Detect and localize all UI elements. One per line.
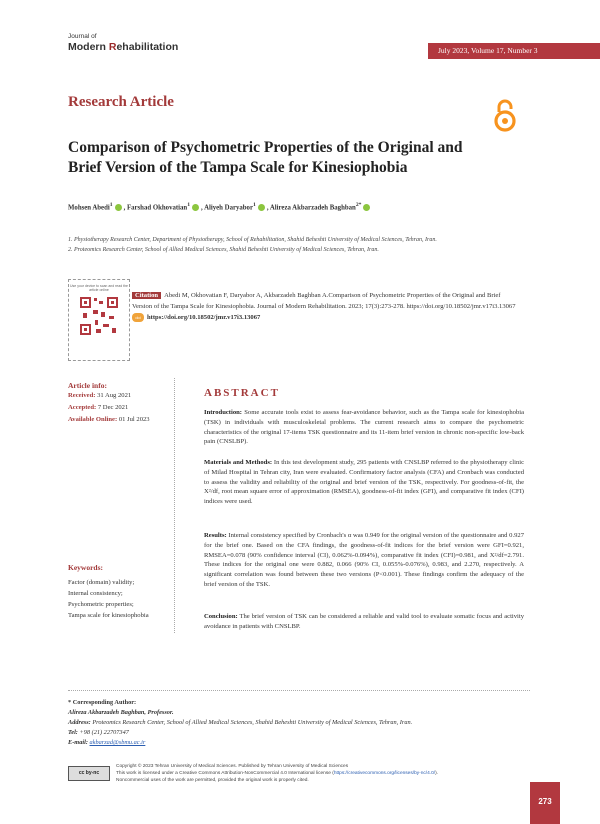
journal-name-accent: R [108, 41, 117, 53]
qr-code-box [68, 279, 130, 361]
page-number: 273 [530, 782, 560, 824]
author-list: Mohsen Abedi$^1$ , Farshad Okhovatian$^1$ , Aliyeh Daryabor$^1$ , Alireza Akbarzadeh Baghban$^{2*}$ [68, 202, 372, 211]
footer-divider [68, 690, 530, 691]
corresponding-email [68, 739, 145, 746]
author-sup: 1 [187, 202, 191, 208]
author-name[interactable]: Alireza Akbarzadeh Baghban [269, 204, 356, 212]
online-date [68, 416, 150, 423]
qr-code-icon[interactable] [79, 296, 119, 336]
citation-block [132, 291, 522, 324]
keyword: Factor (domain) validity; [68, 579, 135, 586]
doi-row [132, 313, 522, 324]
keywords-heading: Keywords: [68, 563, 103, 572]
journal-name [68, 41, 178, 53]
author-sup: 2* [355, 202, 362, 208]
results-label: Results: [204, 532, 227, 539]
email-label: E-mail: [68, 739, 88, 746]
keyword: Psychometric properties; [68, 601, 134, 608]
qr-caption: Use your device to scan and read the article online [70, 284, 128, 292]
license-text: This work is licensed under a Creative Commons Attribution-NonCommercial 4.0 International license ( [116, 771, 334, 776]
orcid-icon[interactable] [363, 204, 370, 211]
email-value[interactable]: akbarzad@sbmu.ac.ir [89, 739, 146, 746]
license-line: Copyright © 2023 Tehran University of Medical Sciences. Published by Tehran University of Medical Sciences [116, 764, 349, 769]
results-text: Internal consistency specified by Cronbach's α was 0.949 for the original version of the questionnaire and 0.927 for the brief one. Based on the CFA findings, the goodness-of-fit indices for the brief version were GFI=0.921, RMSEA=0.078 (90% confidence interval (CI), 0.062%-0.094%), comparative fit index (CFI)=0.981, and X²/df=2.791. These indices for the original one were 0.882, 0.066 (90% CI, 0.055%-0.076%), 0.983, and 2.270, respectively. A significant correlation was found between these two versions (P<0.001). These findings confirm the adequacy of the brief version of the TSK. [204, 532, 524, 588]
keyword: Tampa scale for kinesiophobia [68, 612, 149, 619]
journal-name-part1: Modern [68, 41, 109, 53]
address-value: Proteomics Research Center, School of Allied Medical Sciences, Shahid Beheshti University of Medical Sciences, Tehran, Iran. [92, 719, 413, 726]
cc-license-badge[interactable]: cc by-nc [68, 766, 110, 781]
methods-text: In this test development study, 295 patients with CNSLBP referred to the physiotherapy clinic of Milad Hospital in Tehran city, Iran were evaluated. Confirmatory factor analysis (CFA) and Cronbach was conducted to assess the validity and reliability of the original and brief version of the TSK, respectively. For goodness-of-fit, the X²/df, root mean square error of approximation (RMSEA), goodness-of-fit index (GFI), and comparative fit index (CFI) indices were used. [204, 459, 525, 506]
license-line: Noncommercial uses of the work are permitted, provided the original work is properly cited. [116, 778, 309, 783]
online-value: 01 Jul 2023 [118, 416, 150, 423]
orcid-icon[interactable] [115, 204, 122, 211]
citation-label: Citation [132, 292, 161, 299]
abstract-heading: ABSTRACT [204, 387, 280, 399]
issue-info: July 2023, Volume 17, Number 3 [438, 46, 538, 55]
intro-text: Some accurate tools exist to assess fear-avoidance behavior, such as the Tampa scale for kinesiophobia (TSK) in individuals with musculoskeletal problems. The current research aims to compare the psychometric characteristics of the original 17-items TSK questionnaire and its 11-item brief version in chronic non-specific low-back pain (CNSLBP). [204, 409, 524, 446]
affiliation: 2. Proteomics Research Center, School of Allied Medical Sciences, Shahid Beheshti University of Medical Sciences, Tehran, Iran. [68, 247, 379, 253]
abstract-introduction [204, 408, 524, 447]
journal-name-part3: ehabilitation [116, 41, 179, 53]
conclusion-label: Conclusion: [204, 613, 238, 620]
keyword: Internal consistency; [68, 590, 123, 597]
intro-label: Introduction: [204, 409, 242, 416]
license-line [116, 771, 438, 776]
conclusion-text: The brief version of TSK can be considered a reliable and valid tool to evaluate somatic focus and activity avoidance in patients with CNSLBP. [204, 613, 524, 630]
methods-label: Materials and Methods: [204, 459, 273, 466]
issue-band [428, 43, 600, 59]
license-link[interactable]: https://creativecommons.org/licenses/by-nc/4.0/ [333, 771, 436, 776]
author-name[interactable]: Mohsen Abedi [68, 204, 110, 212]
license-text: ). [435, 771, 439, 776]
author-sup: 1 [252, 202, 256, 208]
received-date [68, 392, 131, 399]
column-divider [174, 378, 175, 633]
abstract-conclusion [204, 612, 524, 632]
tel-value: +98 (21) 22707347 [79, 729, 129, 736]
online-label: Available Online: [68, 416, 118, 423]
corresponding-name: Alireza Akbarzadeh Baghban, Professor. [68, 709, 174, 716]
accepted-label: Accepted: [68, 404, 97, 411]
accepted-value: 7 Dec 2021 [97, 404, 129, 411]
abstract-results [204, 531, 524, 590]
tel-label: Tel: [68, 729, 78, 736]
author-name[interactable]: Farshad Okhovatian [126, 204, 188, 212]
corresponding-tel [68, 729, 129, 736]
doi-icon: doi [132, 313, 144, 322]
orcid-icon[interactable] [258, 204, 265, 211]
abstract-methods [204, 458, 524, 507]
doi-link[interactable]: https://doi.org/10.18502/jmr.v17i3.13067 [147, 314, 261, 322]
received-value: 31 Aug 2021 [97, 392, 132, 399]
journal-name-prefix: Journal of [68, 33, 97, 40]
address-label: Address: [68, 719, 91, 726]
orcid-icon[interactable] [192, 204, 199, 211]
affiliation: 1. Physiotherapy Research Center, Department of Physiotherapy, School of Rehabilitation, Shahid Beheshti University of Medical Sciences, Tehran, Iran. [68, 237, 437, 243]
citation-text: Abedi M, Okhovatian F, Daryabor A, Akbarzadeh Baghban A.Comparison of Psychometric Properties of the Original and Brief Version of the Tampa Scale for Kinesiophobia. Journal of Modern Rehabilitation. 2023; 17(3):273-278. https://doi.org/10.18502/jmr.v17i3.13067 [132, 292, 516, 310]
article-info-heading: Article info: [68, 381, 107, 390]
author-name[interactable]: Aliyeh Daryabor [204, 204, 253, 212]
accepted-date [68, 404, 128, 411]
article-type: Research Article [68, 94, 174, 110]
corresponding-heading: * Corresponding Author: [68, 699, 137, 706]
corresponding-address [68, 719, 412, 726]
author-sup: 1 [109, 202, 113, 208]
article-title: Comparison of Psychometric Properties of the Original and Brief Version of the Tampa Scale for Kinesiophobia [68, 139, 463, 176]
received-label: Received: [68, 392, 96, 399]
open-access-icon [492, 98, 518, 132]
